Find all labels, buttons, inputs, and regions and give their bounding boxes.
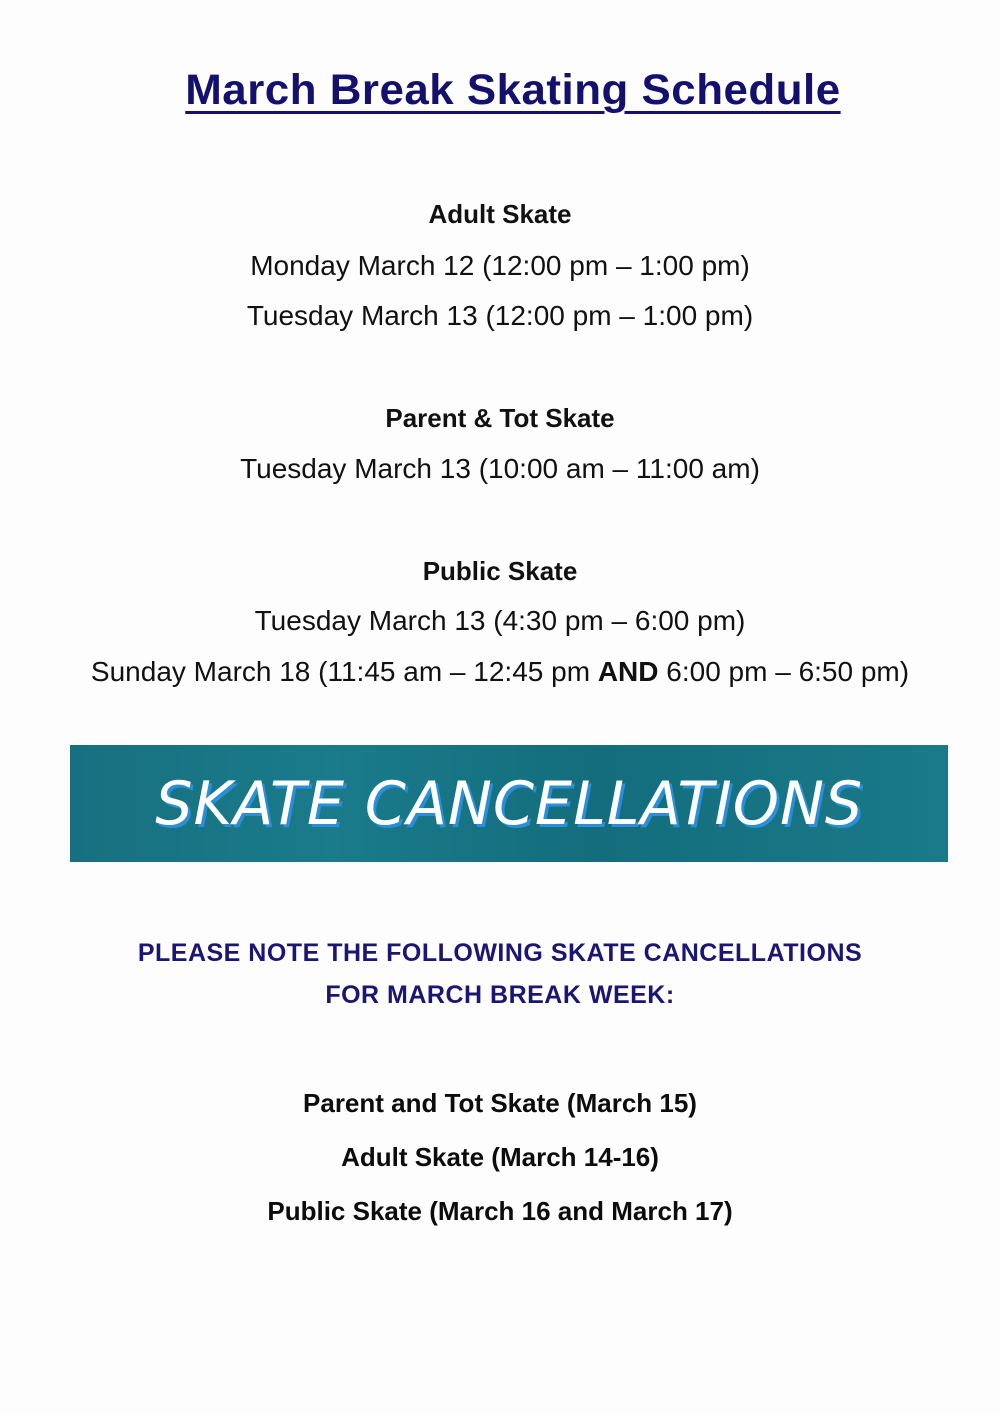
section-heading: Adult Skate: [428, 199, 572, 229]
session-text: 6:00 pm – 6:50 pm): [658, 656, 910, 687]
session-line: Tuesday March 13 (12:00 pm – 1:00 pm): [246, 300, 754, 331]
section-heading: Public Skate: [422, 556, 578, 586]
notice-line: PLEASE NOTE THE FOLLOWING SKATE CANCELLATIONS: [137, 939, 863, 967]
cancellations-banner: [70, 745, 948, 862]
notice-line: FOR MARCH BREAK WEEK:: [325, 981, 675, 1009]
cancellation-item: Public Skate (March 16 and March 17): [267, 1196, 733, 1226]
cancellation-item: Adult Skate (March 14-16): [341, 1142, 659, 1172]
and-emphasis: AND: [597, 656, 659, 687]
cancellation-item: Parent and Tot Skate (March 15): [303, 1088, 697, 1118]
section-heading: Parent & Tot Skate: [385, 403, 615, 433]
session-text: Sunday March 18 (11:45 am – 12:45 pm: [90, 656, 598, 687]
session-line: Monday March 12 (12:00 pm – 1:00 pm): [250, 250, 750, 281]
page-title: March Break Skating Schedule: [185, 66, 841, 114]
session-line: Tuesday March 13 (10:00 am – 11:00 am): [240, 453, 760, 484]
session-line: Tuesday March 13 (4:30 pm – 6:00 pm): [254, 605, 746, 636]
session-line: [0, 655, 1000, 689]
banner-text: SKATE CANCELLATIONS: [154, 768, 863, 839]
